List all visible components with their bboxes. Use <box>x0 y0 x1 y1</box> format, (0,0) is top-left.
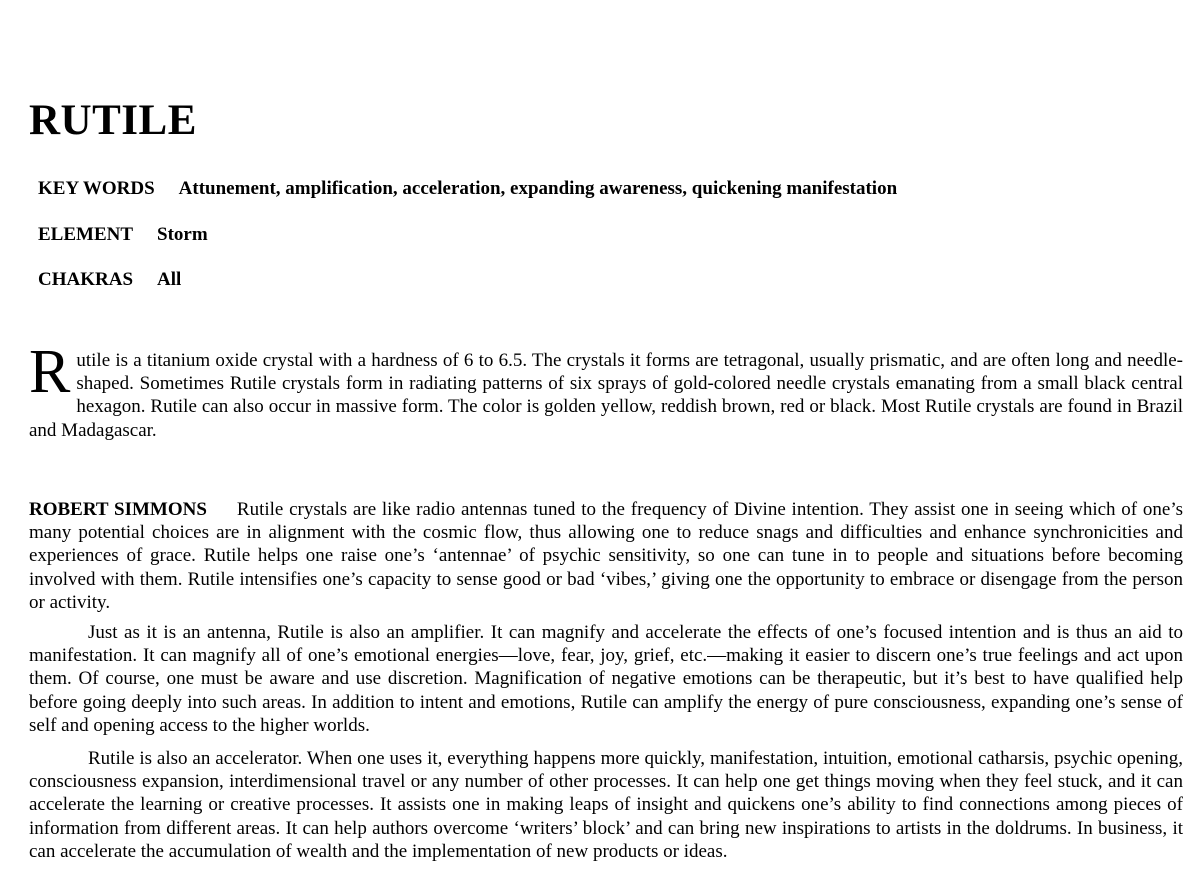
simmons-paragraph-3: Rutile is also an accelerator. When one uses it, everything happens more quickly, manifestation, intuition, emotional catharsis, psychic opening, consciousness expansion, interdimensional travel or any number of other processes. It can help one get things moving when they feel stuck, and it can accelerate the learning or creative processes. It assists one in making leaps of insight and quickens one’s ability to find connections among pieces of information from different areas. It can help authors overcome ‘writers’ block’ and can bring new inspirations to artists in the doldrums. In business, it can accelerate the accumulation of wealth and the implementation of new products or ideas. <box>29 748 1183 862</box>
keywords-label: KEY WORDS <box>38 178 155 199</box>
element-row <box>38 223 208 246</box>
simmons-paragraph-1-text: Rutile crystals are like radio antennas tuned to the frequency of Divine intention. They assist one in seeing which of one’s many potential choices are in alignment with the cosmic flow, thus allowing one to reduce snags and difficulties and enhance synchronicities and experiences of grace. Rutile helps one raise one’s ‘antennae’ of psychic sensitivity, so one can tune in to people and situations before becoming involved with them. Rutile intensifies one’s capacity to sense good or bad ‘vibes,’ giving one the opportunity to embrace or disengage from the person or activity. <box>29 499 1184 613</box>
page-title: RUTILE <box>29 97 197 144</box>
simmons-paragraph-2: Just as it is an antenna, Rutile is also an amplifier. It can magnify and accelerate the effects of one’s focused intention and is thus an aid to manifestation. It can magnify all of one’s emotional energies—love, fear, joy, grief, etc.—making it easier to discern one’s true feelings and act upon them. Of course, one must be aware and use discretion. Magnification of negative emotions can be therapeutic, but it’s best to have qualified help before going deeply into such areas. In addition to intent and emotions, Rutile can amplify the energy of pure consciousness, expanding one’s sense of self and opening access to the higher worlds. <box>29 622 1183 736</box>
description-text: utile is a titanium oxide crystal with a hardness of 6 to 6.5. The crystals it forms are tetragonal, usually prismatic, and are often long and needle-shaped. Sometimes Rutile crystals form in radiating patterns of six sprays of gold-colored needle crystals emanating from a small black central hexagon. Rutile can also occur in massive form. The color is golden yellow, reddish brown, red or black. Most Rutile crystals are found in Brazil and Madagascar. <box>29 350 1183 441</box>
simmons-paragraph-1 <box>29 498 1183 614</box>
element-value: Storm <box>157 224 208 245</box>
keywords-value: Attunement, amplification, acceleration, expanding awareness, quickening manifestation <box>178 178 898 199</box>
chakras-row <box>38 268 181 291</box>
keywords-row <box>38 177 897 200</box>
chakras-label: CHAKRAS <box>38 269 134 290</box>
element-label: ELEMENT <box>38 224 134 245</box>
description-paragraph <box>29 338 1183 442</box>
chakras-value: All <box>157 269 182 290</box>
drop-cap: R <box>29 338 71 406</box>
author-label: ROBERT SIMMONS <box>29 499 207 520</box>
